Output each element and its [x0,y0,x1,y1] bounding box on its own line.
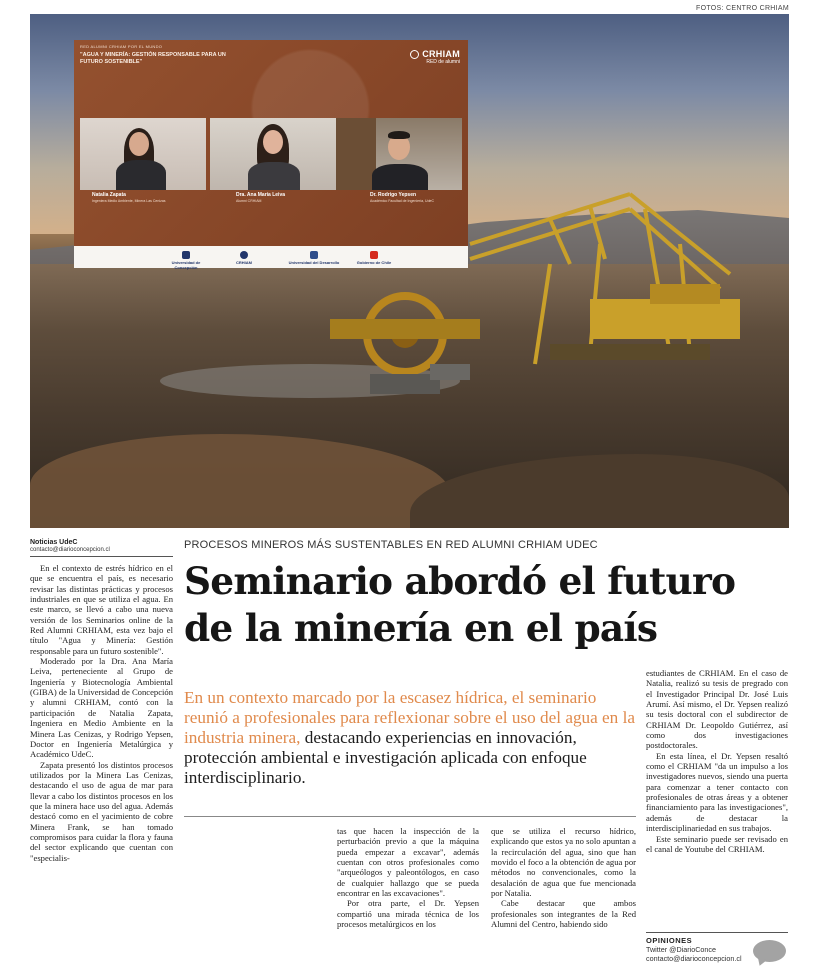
body-paragraph: Zapata presentó los distintos procesos utilizados por la Minera Las Cenizas, destacando el uso de agua de mar para llevar a cabo los distintos procesos en los que la minera hace uso del agua. Además destacó como en el yacimiento de cobre Minera Frank, se han tomado compromisos para cuidar la flora y fauna del sector explicando que cuentan con "especialis- [30,759,173,863]
zoom-title: "AGUA Y MINERÍA: GESTIÓN RESPONSABLE PARA UN FUTURO SOSTENIBLE" [80,52,226,65]
body-paragraph: Este seminario puede ser revisado en el canal de Youtube del CRHIAM. [646,833,788,854]
body-paragraph: Cabe destacar que ambos profesionales son integrantes de la Red Alumni del Centro, habiendo sido [491,898,636,930]
participant-role: Académico Facultad de Ingeniería, UdeC [370,199,435,203]
lead-rest: destacando experiencias en innovación, protección ambiental e investigación aplicada con enfoque interdisciplinario. [184,728,587,787]
middle-column-1 [337,826,479,929]
participant-name: Dr. Rodrigo Yepsen [370,192,417,198]
body-paragraph: En el contexto de estrés hídrico en el que se encuentra el país, es necesario revisar las distintas prácticas y procesos industriales en que se utiliza el agua. En este marco, se llevó a cabo una nueva versión de los Seminarios online de la Red Alumni CRHIAM, esta vez bajo el título "Agua y Minería: Gestión responsable para un futuro sostenible". [30,563,173,656]
opinions-box [646,932,788,963]
participant-name: Dra. Ana María Leiva [236,192,286,198]
lead-divider [184,816,636,817]
opinions-twitter[interactable]: Twitter @DiarioConce [646,945,717,954]
main-photo [30,14,789,528]
byline-source: Noticias UdeC [30,539,78,546]
zoom-kicker: RED ALUMNI CRHIAM POR EL MUNDO [80,44,163,49]
camera-ring-icon [410,50,419,59]
sponsor-logo: Gobierno de Chile [356,260,392,265]
zoom-webinar-screenshot [74,40,468,268]
sponsor-logo: Universidad de Concepción [171,260,201,270]
video-tile-natalia [80,118,206,190]
crhiam-logo: CRHIAM RED de alumni [410,49,460,65]
participant-name: Natalia Zapata [92,192,126,198]
left-column [30,539,173,863]
body-paragraph: tas que hacen la inspección de la perturbación previo a que la máquina pueda empezar a excavar", además cuentan con otros profesionales como "arqueólogos y paleontólogos, en caso de cualquier hallazgo que se pueda encontrar en las excavaciones". [337,826,479,899]
photo-credit: FOTOS: CENTRO CRHIAM [696,5,789,12]
sponsor-logos-bar [74,246,468,268]
right-column [646,668,788,854]
video-tile-ana-maria [210,118,336,190]
body-paragraph: que se utiliza el recurso hídrico, explicando que estos ya no solo apuntan a la recirculación del agua, sino que han movido el foco a la obtención de agua por métodos no convencionales, como la desalación de agua que fue mencionada por Natalia. [491,826,636,899]
body-paragraph: En esta línea, el Dr. Yepsen resaltó como el CRHIAM "da un impulso a los investigadores nuevos, siendo una puerta para comenzar a tener contacto con profesionales de otras áreas y a obtener financiamiento para las investigaciones", además de destacar la interdisciplinariedad en sus trabajos. [646,750,788,834]
body-paragraph: Por otra parte, el Dr. Yepsen compartió una mirada técnica de los procesos metalúrgicos en los [337,898,479,930]
participant-role: Ingeniera Medio Ambiente, Minera Las Cenizas [92,199,166,203]
video-tile-rodrigo [336,118,462,190]
participant-role: Alumni CRHIAM [236,199,262,203]
byline-email: contacto@diarioconcepcion.cl [30,547,173,557]
article-headline: Seminario abordó el futuro de la minería en el país [184,559,736,650]
middle-column-2 [491,826,636,929]
speech-bubble-icon [753,940,786,962]
article-kicker: PROCESOS MINEROS MÁS SUSTENTABLES EN RED ALUMNI CRHIAM UDEC [184,539,598,551]
article-lead [184,688,636,788]
body-paragraph: Moderado por la Dra. Ana María Leiva, perteneciente al Grupo de Ingeniería y Biotecnología Ambiental (GIBA) de la Universidad de Concepción y alumni CRHIAM, contó con la participación de Natalia Zapata, Ingeniera en Medio Ambiente en la Minera Las Cenizas, y Rodrigo Yepsen, Doctor en Ingeniería Metalúrgica y Académico UdeC. [30,656,173,760]
sponsor-logo: CRHIAM [236,260,252,265]
body-paragraph: estudiantes de CRHIAM. En el caso de Natalia, realizó su tesis de pregrado con el Investigador Principal Dr. José Luis Arumí. Así mismo, el Dr. Yepsen realizó su tesis doctoral con el subdirector de CRHIAM Dr. Leopoldo Gutiérrez, así como dos investigaciones postdoctorales. [646,668,788,751]
opinions-email[interactable]: contacto@diarioconcepcion.cl [646,954,742,963]
sponsor-logo: Universidad del Desarrollo [288,260,340,265]
opinions-title: OPINIONES [646,936,693,945]
lead-highlight: En un contexto marcado por la escasez hídrica, el seminario reunió a profesionales para reflexionar sobre el uso del agua en la industria minera, [184,688,635,747]
